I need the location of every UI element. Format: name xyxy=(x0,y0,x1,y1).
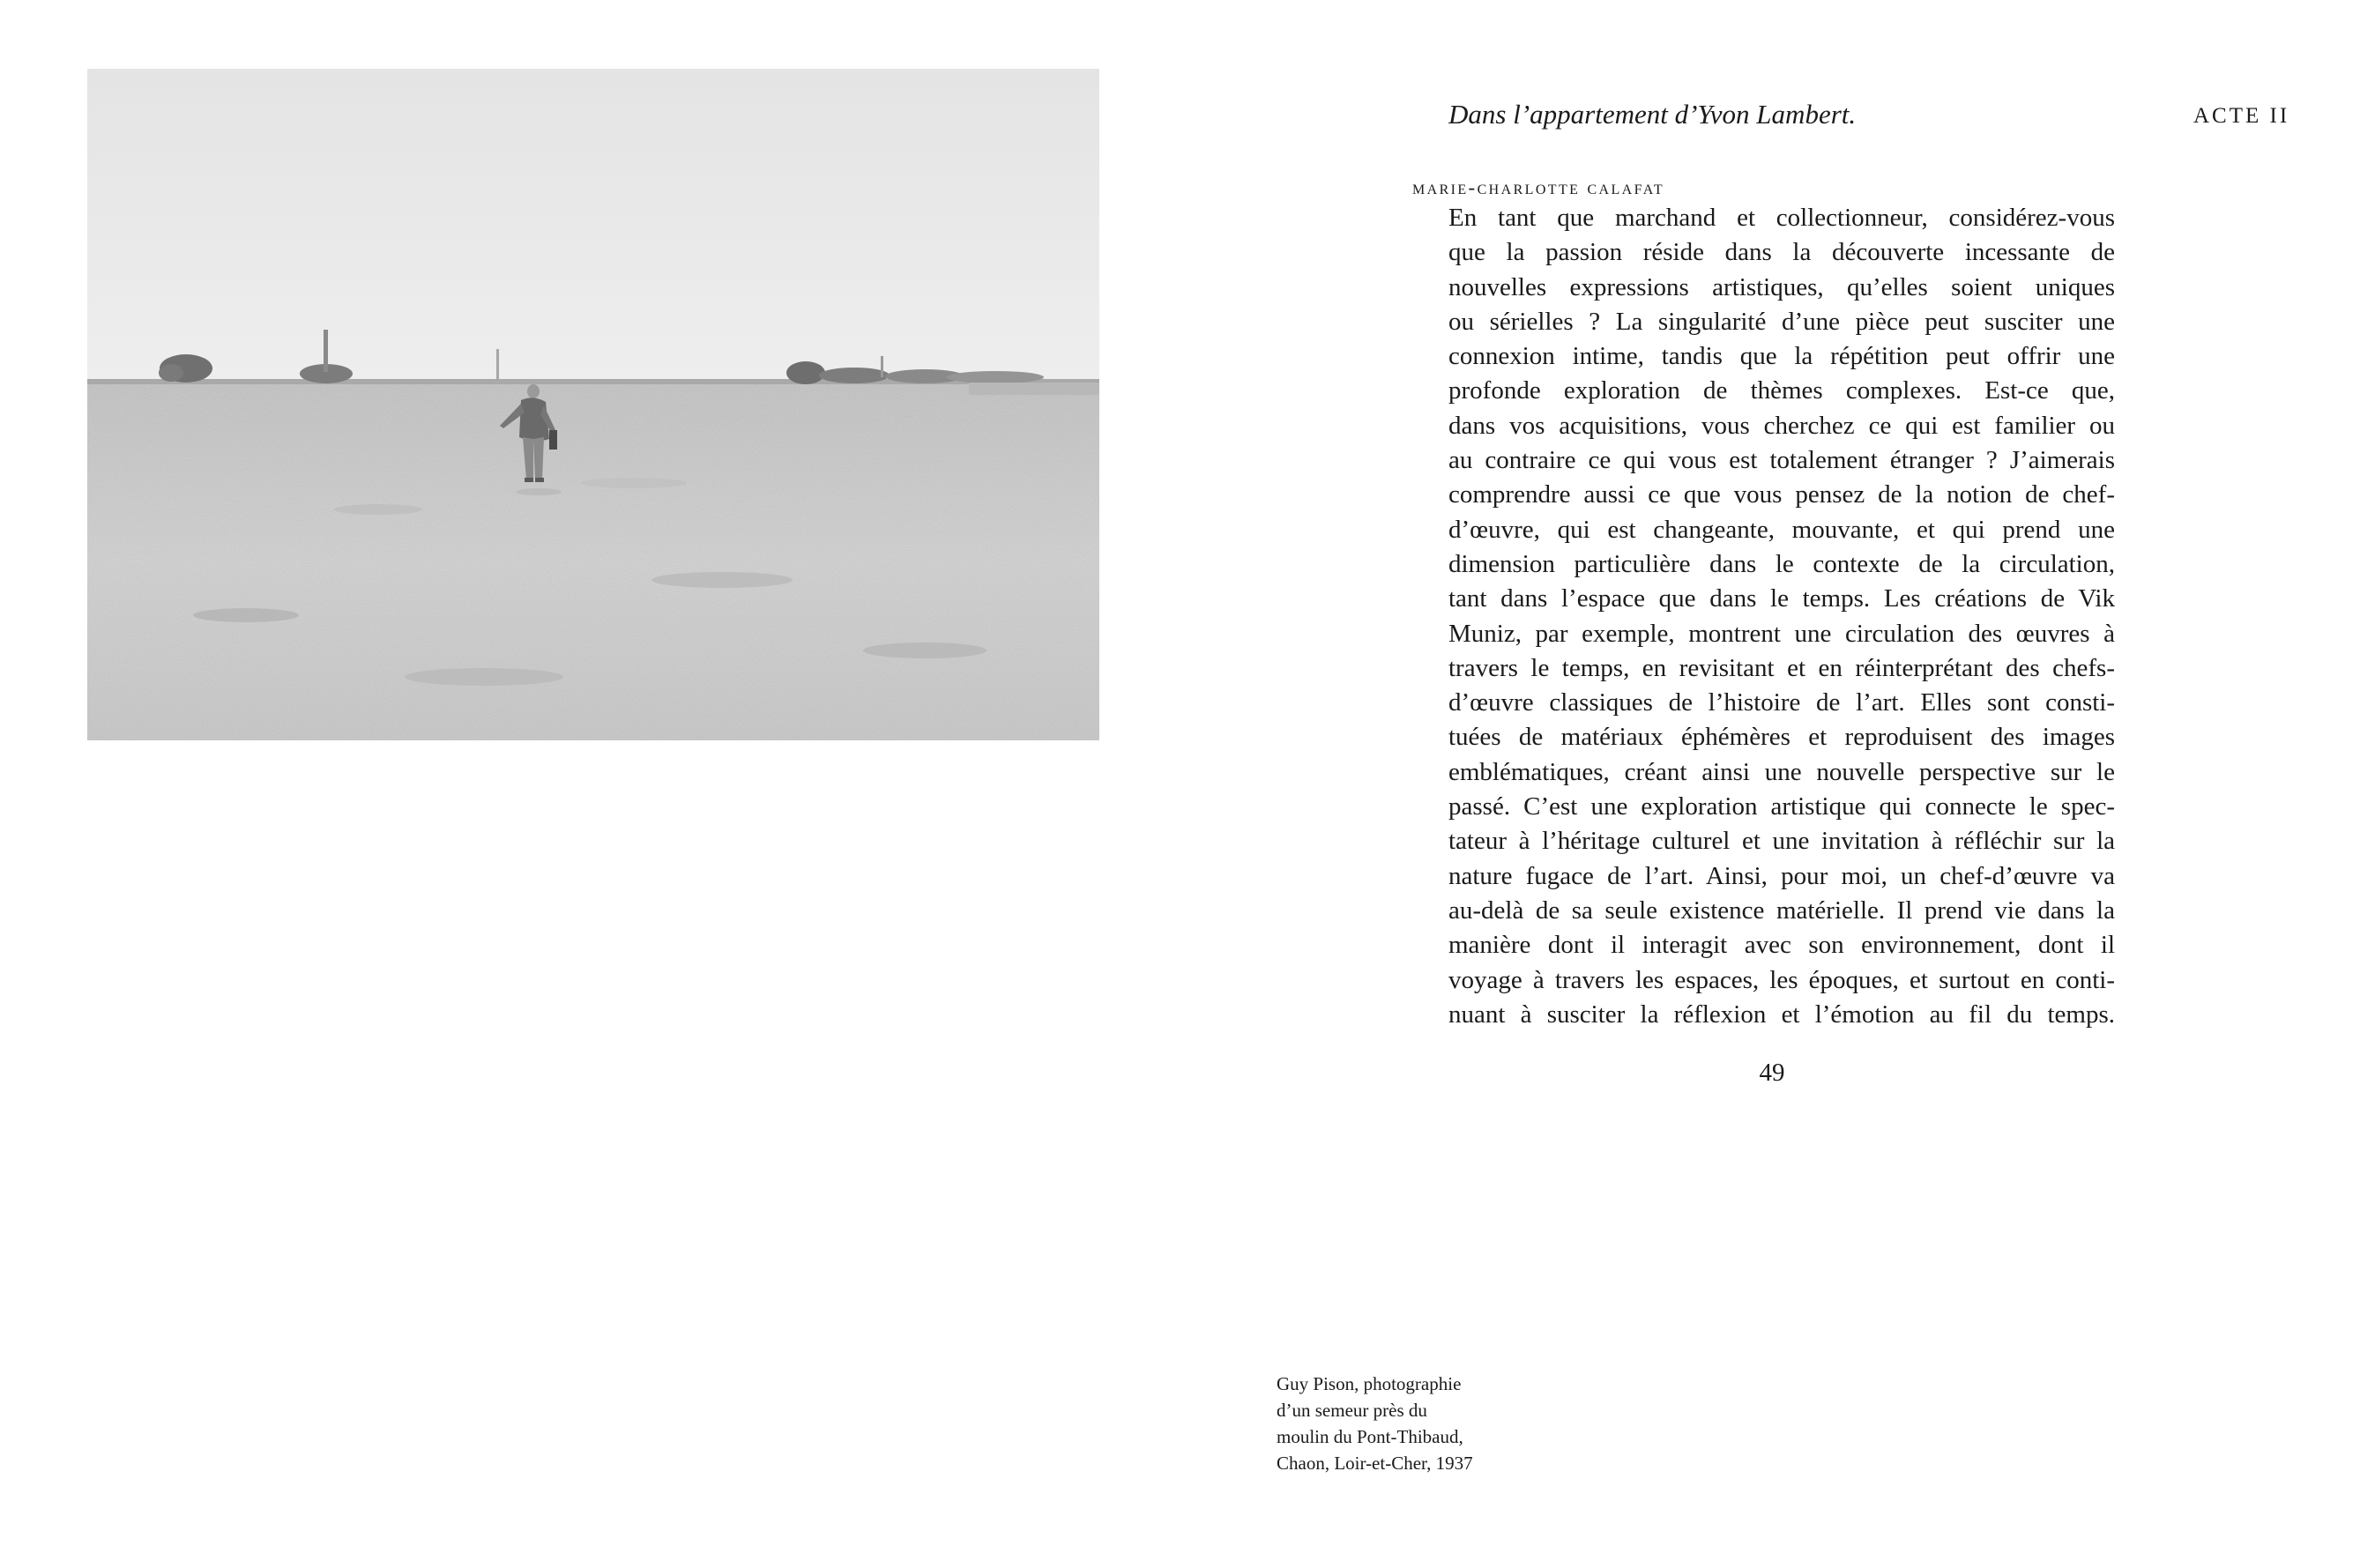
text-line: nouvelles expressions artistiques, qu’elles soient uniques xyxy=(1448,272,2115,301)
text-line: travers le temps, en revisitant et en réinterprétant des chefs- xyxy=(1448,653,2115,682)
caption-line: d’un semeur près du xyxy=(1277,1400,1427,1421)
text-line: Muniz, par exemple, montrent une circulation des œuvres à xyxy=(1448,619,2115,648)
text-line: tateur à l’héritage culturel et une invitation à réfléchir sur la xyxy=(1448,827,2115,856)
text-line: connexion intime, tandis que la répétition peut offrir une xyxy=(1448,342,2115,371)
caption-line: moulin du Pont-Thibaud, xyxy=(1277,1426,1463,1447)
text-line: dans vos acquisitions, vous cherchez ce qui est familier ou xyxy=(1448,411,2115,440)
running-header-title: Dans l’appartement d’Yvon Lambert. xyxy=(1448,99,1857,130)
page-number: 49 xyxy=(1759,1059,1785,1087)
photo-caption xyxy=(1277,1371,1559,1476)
text-line: manière dont il interagit avec son environnement, dont il xyxy=(1448,931,2115,960)
text-line: ou sérielles ? La singularité d’une pièce peut susciter une xyxy=(1448,307,2115,336)
text-line: au contraire ce qui vous est totalement étranger ? J’aimerais xyxy=(1448,446,2115,475)
text-line: nuant à susciter la réflexion et l’émotion au fil du temps. xyxy=(1448,1000,2115,1029)
running-header-act: ACTE II xyxy=(2193,104,2290,128)
text-line: comprendre aussi ce que vous pensez de la notion de chef- xyxy=(1448,480,2115,509)
text-line: voyage à travers les espaces, les époques, et surtout en conti- xyxy=(1448,965,2115,994)
photograph-field-sower xyxy=(87,69,1099,740)
speaker-name: marie-charlotte calafat xyxy=(1412,176,1665,198)
text-line: nature fugace de l’art. Ainsi, pour moi, un chef-d’œuvre va xyxy=(1448,861,2115,890)
text-line: En tant que marchand et collectionneur, considérez-vous xyxy=(1448,204,2115,232)
text-line: passé. C’est une exploration artistique qui connecte le spec- xyxy=(1448,792,2115,821)
photograph-image xyxy=(87,69,1099,740)
text-line: que la passion réside dans la découverte incessante de xyxy=(1448,238,2115,267)
text-line: tant dans l’espace que dans le temps. Les créations de Vik xyxy=(1448,584,2115,613)
text-line: au-delà de sa seule existence matérielle. Il prend vie dans la xyxy=(1448,895,2115,925)
caption-line: Guy Pison, photographie xyxy=(1277,1373,1462,1394)
text-line: dimension particulière dans le contexte de la circulation, xyxy=(1448,549,2115,578)
text-line: tuées de matériaux éphémères et reproduisent des images xyxy=(1448,723,2115,752)
caption-line: Chaon, Loir-et-Cher, 1937 xyxy=(1277,1453,1473,1474)
text-line: emblématiques, créant ainsi une nouvelle perspective sur le xyxy=(1448,757,2115,786)
text-line: d’œuvre classiques de l’histoire de l’art. Elles sont consti- xyxy=(1448,688,2115,717)
text-line: profonde exploration de thèmes complexes. Est-ce que, xyxy=(1448,376,2115,405)
body-text xyxy=(1448,201,2115,1032)
text-line: d’œuvre, qui est changeante, mouvante, et qui prend une xyxy=(1448,515,2115,544)
